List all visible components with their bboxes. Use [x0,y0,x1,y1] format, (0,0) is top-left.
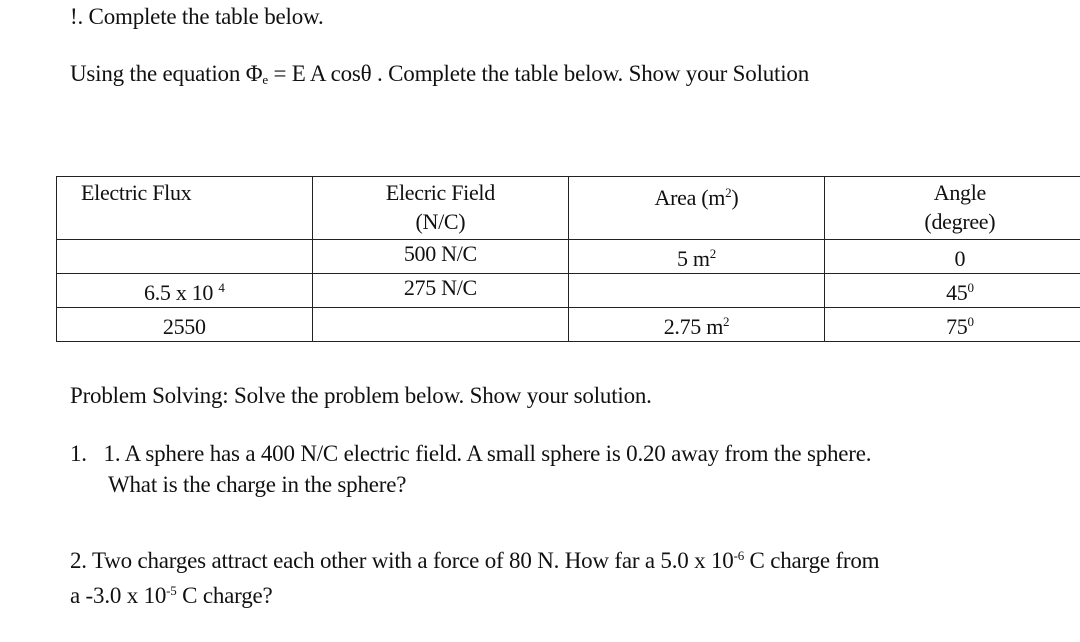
area-value: 5 m [676,246,710,271]
header-angle-line1: Angle [933,180,986,205]
area-exponent: 2 [709,246,716,261]
cell-flux[interactable] [57,308,313,342]
angle-value: 45 [946,280,968,305]
cell-area[interactable] [569,240,825,274]
header-field-line2: (N/C) [415,209,466,234]
header-area-close: ) [731,185,739,210]
flux-table [56,176,1080,342]
header-electric-flux: Electric Flux [57,177,313,240]
problem-solving-heading: Problem Solving: Solve the problem below. Show your solution. [70,383,652,408]
header-area [569,177,825,240]
flux-value: 6.5 x 10 [144,280,214,305]
problem-1-list-number: 1. [70,441,87,466]
cell-angle[interactable] [824,308,1080,342]
problem-1-text-line1: 1. A sphere has a 400 N/C electric field. A small sphere is 0.20 away from the sphere. [103,441,872,466]
problem-2-text-c: a -3.0 x 10 [70,583,167,608]
cell-field[interactable] [312,240,569,274]
problem-2-line1 [70,548,879,574]
table-row [57,308,1080,342]
header-area-sup: 2 [725,185,732,200]
table-header-row [57,177,1080,240]
table-row [57,240,1080,274]
header-electric-field [312,177,569,240]
header-field-line1: Elecric Field [385,180,495,205]
angle-value: 75 [946,314,968,339]
angle-degree-mark: 0 [967,280,974,295]
problem-2-text-b: C charge from [744,548,880,573]
cell-flux[interactable] [57,240,313,274]
instruction-prefix: Using the equation [70,61,246,86]
area-value: 2.75 m [663,314,723,339]
problem-1-line2: What is the charge in the sphere? [108,472,407,497]
header-angle-line2: (degree) [924,209,996,234]
phi-subscript: e [262,72,268,87]
phi-symbol: Φ [245,61,263,86]
cell-field[interactable] [312,308,569,342]
flux-exponent: 4 [218,280,225,295]
cell-field[interactable] [312,274,569,308]
angle-value: 0 [954,246,966,271]
cell-angle[interactable] [824,274,1080,308]
field-value: 500 N/C [403,241,477,266]
problem-1-line1 [70,441,871,467]
problem-2-text-a: 2. Two charges attract each other with a force of 80 N. How far a 5.0 x 10 [70,548,734,573]
cell-area[interactable] [569,308,825,342]
problem-2-exponent-1: -6 [733,548,744,563]
area-exponent: 2 [723,314,730,329]
header-area-text: Area (m [654,185,726,210]
field-value: 275 N/C [403,275,477,300]
worksheet-heading: !. Complete the table below. [70,4,324,29]
table-row [57,274,1080,308]
problem-2-text-d: C charge? [176,583,273,608]
cell-angle[interactable] [824,240,1080,274]
problem-2-line2 [70,583,273,609]
cell-area[interactable] [569,274,825,308]
problem-2-exponent-2: -5 [166,583,177,598]
angle-degree-mark: 0 [967,314,974,329]
header-angle [824,177,1080,240]
instruction-line [70,61,809,88]
flux-value: 2550 [162,314,206,339]
cell-flux[interactable] [57,274,313,308]
instruction-equation-rest: = E A cosθ . Complete the table below. Show your Solution [267,61,810,86]
